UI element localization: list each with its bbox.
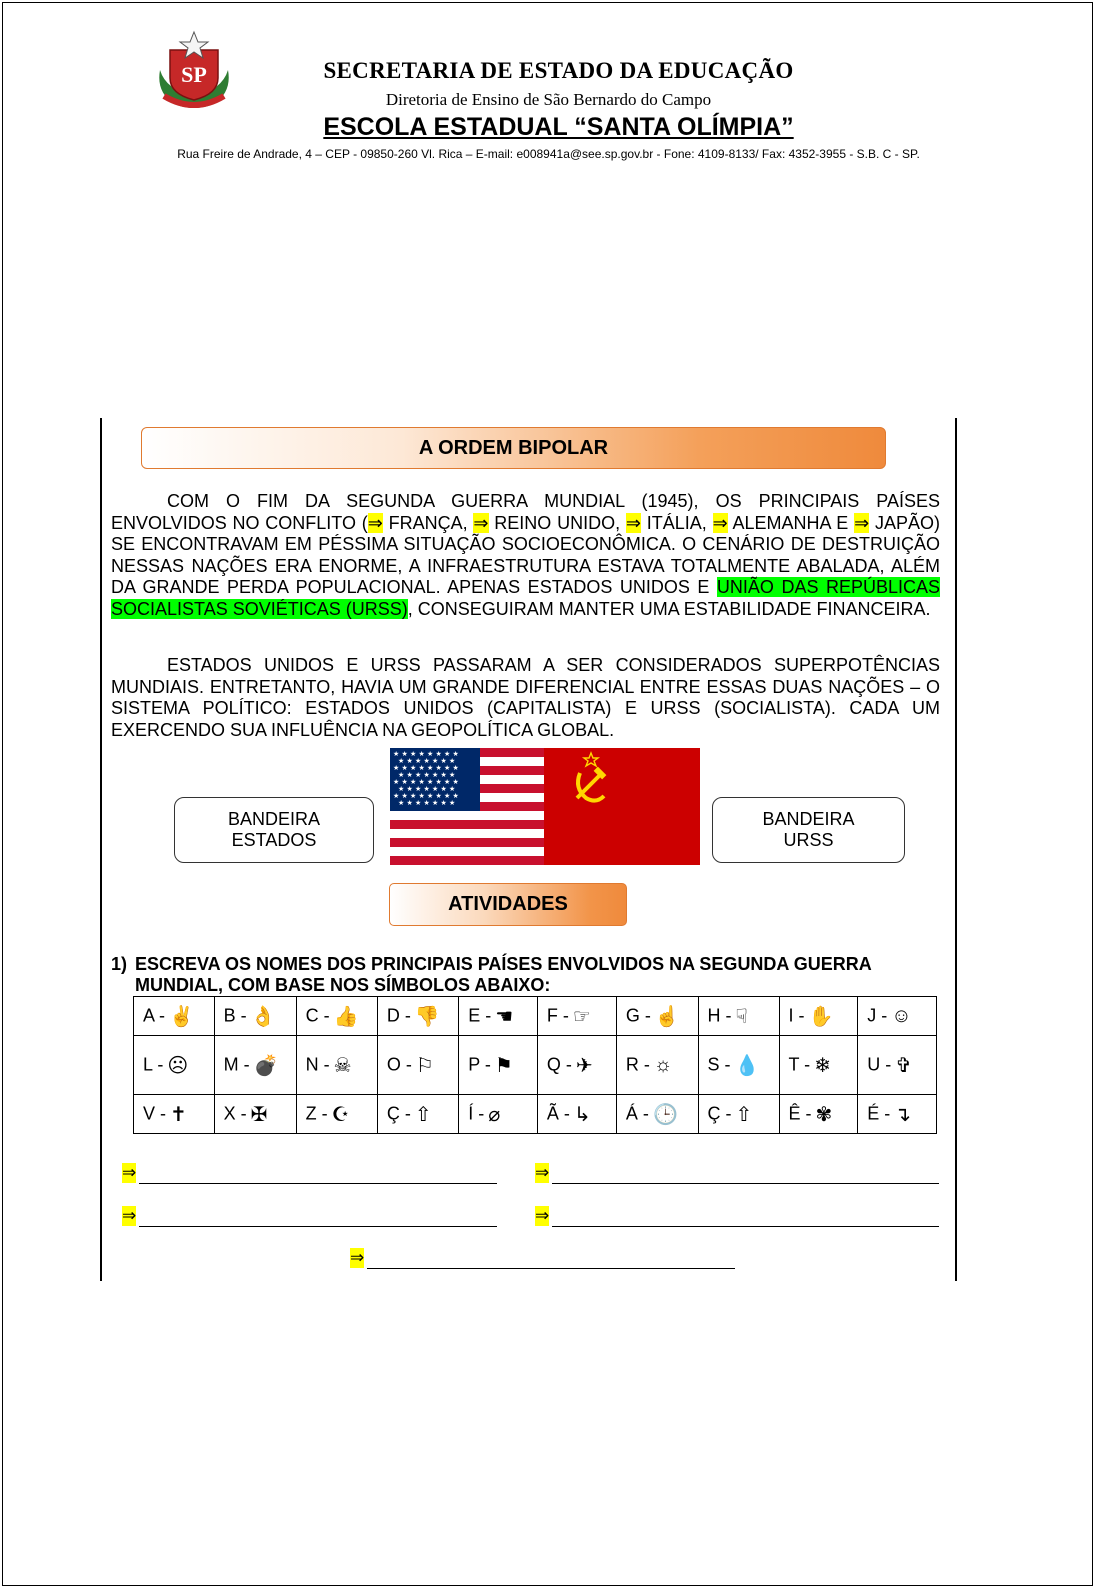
svg-text:★ ★ ★ ★ ★ ★ ★: ★ ★ ★ ★ ★ ★ ★ bbox=[398, 771, 456, 779]
flag-icon: ⚑ bbox=[494, 1054, 513, 1077]
symbol-cell: Ç - ⇧ bbox=[377, 1095, 458, 1134]
svg-text:★ ★ ★ ★ ★ ★ ★ ★: ★ ★ ★ ★ ★ ★ ★ ★ bbox=[393, 792, 459, 800]
urss-highlight: UNIÃO DAS REPÚBLICAS SOCIALISTAS SOVIÉTICAS (URSS) bbox=[111, 577, 941, 619]
symbol-table bbox=[133, 996, 937, 1134]
symbol-cell: Ê - ✾ bbox=[779, 1095, 858, 1134]
symbol-cell: L - ☹ bbox=[134, 1036, 215, 1095]
symbol-cell: Ã - ↳ bbox=[537, 1095, 616, 1134]
answer-line-1[interactable] bbox=[122, 1163, 497, 1185]
ok-hand-icon: 👌 bbox=[250, 1005, 276, 1028]
symbol-cell: B - 👌 bbox=[214, 997, 296, 1036]
white-flag-icon: ⚐ bbox=[415, 1054, 434, 1077]
frown-icon: ☹ bbox=[167, 1054, 189, 1077]
diretoria-subtitle: Diretoria de Ensino de São Bernardo do Campo bbox=[385, 90, 712, 109]
latin-cross-icon: ✝ bbox=[170, 1103, 187, 1126]
symbol-cell: Á - 🕒 bbox=[616, 1095, 698, 1134]
clock-icon: 🕒 bbox=[652, 1103, 678, 1126]
symbol-cell: G - ☝ bbox=[616, 997, 698, 1036]
victory-hand-icon: ✌ bbox=[169, 1005, 194, 1028]
up-arrow-icon: ⇧ bbox=[414, 1103, 432, 1126]
down-turn-arrow-icon: ↴ bbox=[894, 1103, 912, 1126]
symbol-cell: J - ☺ bbox=[858, 997, 937, 1036]
star-crescent-icon: ☪ bbox=[331, 1103, 350, 1126]
point-left-icon: ☚ bbox=[495, 1005, 514, 1028]
sun-icon: ☼ bbox=[653, 1053, 673, 1076]
ussr-flag-image bbox=[544, 748, 700, 865]
point-down-icon: ☟ bbox=[735, 1005, 748, 1028]
bomb-icon: 💣 bbox=[253, 1054, 279, 1077]
svg-text:★ ★ ★ ★ ★ ★ ★: ★ ★ ★ ★ ★ ★ ★ bbox=[398, 799, 456, 807]
maltese-cross-icon: ✠ bbox=[250, 1103, 268, 1126]
svg-text:★ ★ ★ ★ ★ ★ ★ ★: ★ ★ ★ ★ ★ ★ ★ ★ bbox=[393, 764, 459, 772]
question-1: 1) ESCREVA OS NOMES DOS PRINCIPAIS PAÍSES ENVOLVIDOS NA SEGUNDA GUERRA MUNDIAL, COM BASE NOS SÍMBOLOS ABAIXO: bbox=[111, 954, 872, 995]
arrow-icon: ⇒ bbox=[122, 1163, 137, 1182]
symbol-cell: F - ☞ bbox=[537, 997, 616, 1036]
symbol-cell: C - 👍 bbox=[296, 997, 377, 1036]
smiley-icon: ☺ bbox=[891, 1004, 912, 1027]
symbol-cell: H - ☟ bbox=[698, 997, 779, 1036]
symbol-cell: U - ✞ bbox=[858, 1036, 937, 1095]
paragraph-2: ESTADOS UNIDOS E URSS PASSARAM A SER CONSIDERADOS SUPERPOTÊNCIAS MUNDIAIS. ENTRETANTO, HAVIA UM GRANDE DIFERENCIAL ENTRE ESSAS DUAS NAÇÕES – O SISTEMA POLÍTICO: ESTADOS UNIDOS (CAPITALISTA) E URSS (SOCIALISTA). CADA UM EXERCENDO SUA INFLUÊNCIA NA GEOPOLÍTICA GLOBAL. bbox=[111, 655, 940, 740]
thumbs-down-icon: 👎 bbox=[414, 1005, 440, 1028]
answer-line-5[interactable] bbox=[350, 1248, 735, 1270]
no-symbol-icon: ⌀ bbox=[488, 1103, 501, 1126]
svg-text:SP: SP bbox=[181, 62, 207, 87]
arrow-icon: ⇒ bbox=[122, 1206, 137, 1225]
content-frame-left bbox=[100, 418, 102, 1281]
school-name: ESCOLA ESTADUAL “SANTA OLÍMPIA” bbox=[323, 113, 794, 141]
symbol-cell: P - ⚑ bbox=[459, 1036, 538, 1095]
arrow-icon: ⇒ bbox=[535, 1163, 550, 1182]
symbol-cell: M - 💣 bbox=[214, 1036, 296, 1095]
skull-icon: ☠ bbox=[333, 1054, 352, 1077]
secretaria-title: SECRETARIA DE ESTADO DA EDUCAÇÃO bbox=[323, 58, 794, 83]
droplet-icon: 💧 bbox=[734, 1054, 760, 1077]
open-hand-icon: ✋ bbox=[808, 1005, 834, 1028]
flag-label-urss: BANDEIRA URSS bbox=[712, 797, 905, 863]
symbol-cell: É - ↴ bbox=[858, 1095, 937, 1134]
symbol-cell: A - ✌ bbox=[134, 997, 215, 1036]
turn-arrow-icon: ↳ bbox=[573, 1103, 591, 1126]
symbol-cell: Z - ☪ bbox=[296, 1095, 377, 1134]
arrow-icon: ⇒ bbox=[350, 1248, 365, 1267]
airplane-icon: ✈ bbox=[575, 1054, 593, 1077]
symbol-cell: S - 💧 bbox=[698, 1036, 779, 1095]
point-up-icon: ☝ bbox=[654, 1005, 680, 1028]
symbol-cell: Í - ⌀ bbox=[459, 1095, 538, 1134]
outlined-cross-icon: ✞ bbox=[895, 1054, 912, 1077]
florette-icon: ✾ bbox=[815, 1103, 833, 1126]
thumbs-up-icon: 👍 bbox=[333, 1005, 359, 1028]
point-right-icon: ☞ bbox=[572, 1005, 591, 1028]
svg-text:★ ★ ★ ★ ★ ★ ★ ★: ★ ★ ★ ★ ★ ★ ★ ★ bbox=[393, 778, 459, 786]
flag-label-usa: BANDEIRA ESTADOS bbox=[174, 797, 374, 863]
answer-line-2[interactable] bbox=[535, 1163, 939, 1185]
symbol-cell: E - ☚ bbox=[459, 997, 538, 1036]
symbol-cell: R - ☼ bbox=[616, 1036, 698, 1095]
svg-text:★ ★ ★ ★ ★ ★ ★ ★: ★ ★ ★ ★ ★ ★ ★ ★ bbox=[393, 750, 459, 758]
content-frame-right bbox=[955, 418, 957, 1281]
symbol-cell: N - ☠ bbox=[296, 1036, 377, 1095]
arrow-icon: ⇒ bbox=[535, 1206, 550, 1225]
section-title: A ORDEM BIPOLAR bbox=[141, 427, 886, 469]
symbol-cell: I - ✋ bbox=[779, 997, 858, 1036]
svg-text:★ ★ ★ ★ ★ ★ ★: ★ ★ ★ ★ ★ ★ ★ bbox=[398, 785, 456, 793]
answer-line-3[interactable] bbox=[122, 1206, 497, 1228]
usa-flag-image bbox=[390, 748, 544, 865]
school-address: Rua Freire de Andrade, 4 – CEP - 09850-260 Vl. Rica – E-mail: e008941a@see.sp.gov.br - Fone: 4109-8133/ Fax: 4352-3955 - S.B. C - SP. bbox=[177, 147, 920, 161]
snowflake-icon: ❄ bbox=[814, 1054, 831, 1077]
symbol-cell: V - ✝ bbox=[134, 1095, 215, 1134]
answer-line-4[interactable] bbox=[535, 1206, 939, 1228]
symbol-cell: Q - ✈ bbox=[537, 1036, 616, 1095]
symbol-cell: Ç - ⇧ bbox=[698, 1095, 779, 1134]
symbol-cell: X - ✠ bbox=[214, 1095, 296, 1134]
symbol-cell: T - ❄ bbox=[779, 1036, 858, 1095]
activities-title: ATIVIDADES bbox=[389, 883, 627, 926]
symbol-cell: O - ⚐ bbox=[377, 1036, 458, 1095]
symbol-cell: D - 👎 bbox=[377, 997, 458, 1036]
svg-text:★ ★ ★ ★ ★ ★ ★: ★ ★ ★ ★ ★ ★ ★ bbox=[398, 757, 456, 765]
paragraph-1: COM O FIM DA SEGUNDA GUERRA MUNDIAL (1945), OS PRINCIPAIS PAÍSES ENVOLVIDOS NO CONFLITO (⇒ FRANÇA, ⇒ REINO UNIDO, ⇒ ITÁLIA, ⇒ ALEMANHA E ⇒ JAPÃO) SE ENCONTRAVAM EM PÉSSIMA SITUAÇÃO SOCIOECONÔMICA. O CENÁRIO DE DESTRUIÇÃO NESSAS NAÇÕES ERA ENORME, A INFRAESTRUTURA ESTAVA TOTALMENTE ABALADA, ALÉM DA GRANDE PERDA POPULACIONAL. APENAS ESTADOS UNIDOS E UNIÃO DAS REPÚBLICAS SOCIALISTAS SOVIÉTICAS (URSS), CONSEGUIRAM MANTER UMA ESTABILIDADE FINANCEIRA. bbox=[111, 491, 941, 619]
up-arrow-icon: ⇧ bbox=[735, 1103, 753, 1126]
